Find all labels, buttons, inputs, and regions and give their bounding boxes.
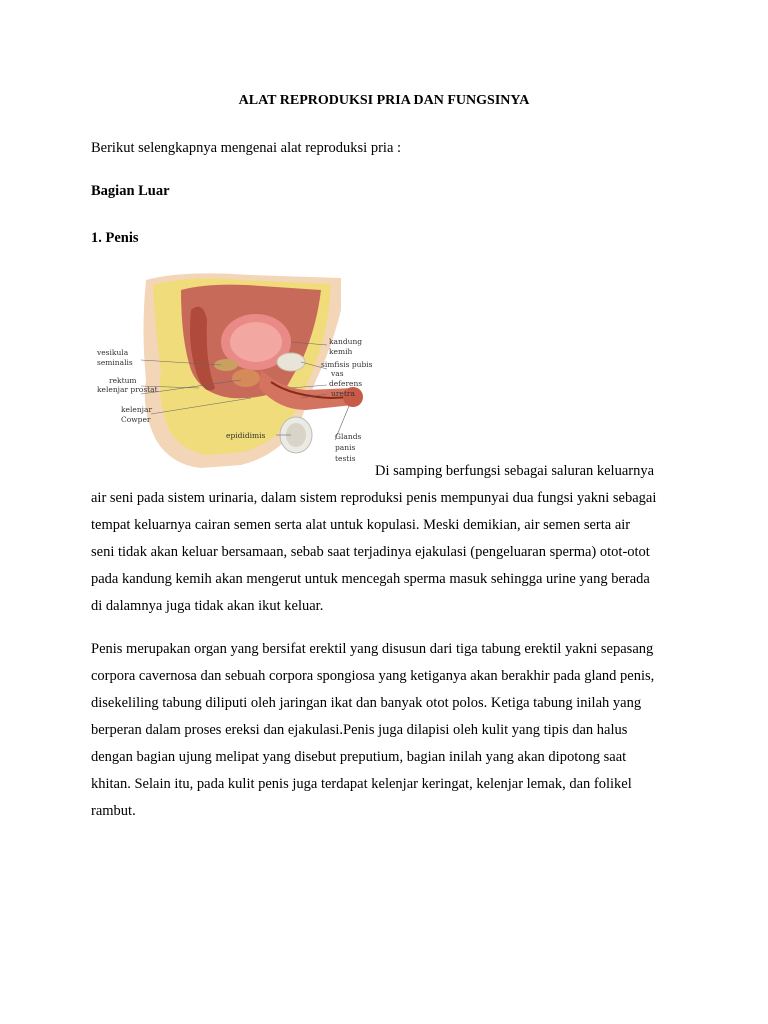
intro-text: Berikut selengkapnya mengenai alat reproduksi pria : xyxy=(91,140,402,156)
label-epididimis: epididimis xyxy=(226,431,266,440)
label-vas: vas xyxy=(331,369,344,378)
label-seminalis: seminalis xyxy=(97,358,133,367)
paragraph-2-line: disekeliling tabung diliputi oleh jaringan ikat dan banyak otot polos. Ketiga tabung inilah yang xyxy=(91,695,642,711)
paragraph-2-line: corpora cavernosa dan sebuah corpora spongiosa yang ketiganya akan berakhir pada gland penis, xyxy=(91,668,655,684)
paragraph-2-line: khitan. Selain itu, pada kulit penis juga terdapat kelenjar keringat, kelenjar lemak, dan folikel xyxy=(91,776,632,792)
paragraph-2-line: berperan dalam proses ereksi dan ejakulasi.Penis juga dilapisi oleh kulit yang tipis dan halus xyxy=(91,722,628,738)
paragraph-2-line: rambut. xyxy=(91,803,136,819)
paragraph-2-line: Penis merupakan organ yang bersifat erektil yang disusun dari tiga tabung erektil yakni sepasang xyxy=(91,641,654,657)
label-glands: Glands xyxy=(335,432,362,441)
label-uretra: uretra xyxy=(331,389,355,398)
paragraph-1-line: Di samping berfungsi sebagai saluran keluarnya xyxy=(375,463,655,479)
label-rektum: rektum xyxy=(109,376,137,385)
paragraph-1 xyxy=(91,458,691,620)
paragraph-1-line: di dalamnya juga tidak akan ikut keluar. xyxy=(91,598,324,614)
label-kandung: kandung xyxy=(329,337,363,346)
document-title: ALAT REPRODUKSI PRIA DAN FUNGSINYA xyxy=(238,93,530,108)
paragraph-2 xyxy=(91,636,691,825)
label-vesikula: vesikula xyxy=(97,348,129,357)
paragraph-1-line: tempat keluarnya cairan semen serta alat untuk kopulasi. Meski demikian, air semen serta air xyxy=(91,517,631,533)
anatomy-illustration xyxy=(91,270,376,480)
label-kelenjar: kelenjar xyxy=(121,405,153,414)
paragraph-1-line: air seni pada sistem urinaria, dalam sistem reproduksi penis mempunyai dua fungsi yakni sebagai xyxy=(91,490,657,506)
subheading-penis: 1. Penis xyxy=(91,230,139,246)
label-testis: testis xyxy=(335,454,356,463)
label-deferens: deferens xyxy=(329,379,363,388)
label-panis: panis xyxy=(335,443,356,452)
label-kemih: kemih xyxy=(329,347,353,356)
label-kelenjar-prostat: kelenjar prostat xyxy=(97,385,158,394)
paragraph-1-line: pada kandung kemih akan mengerut untuk mencegah sperma masuk sehingga urine yang berada xyxy=(91,571,650,587)
label-cowper: Cowper xyxy=(121,415,151,424)
label-simfisis-pubis: simfisis pubis xyxy=(321,360,373,369)
paragraph-1-line: seni tidak akan keluar bersamaan, sebab saat terjadinya ejakulasi (pengeluaran sperma) otot-otot xyxy=(91,544,650,560)
paragraph-2-line: dengan bagian ujung melipat yang disebut preputium, bagian inilah yang akan dipotong saat xyxy=(91,749,627,765)
section-heading: Bagian Luar xyxy=(91,183,170,199)
